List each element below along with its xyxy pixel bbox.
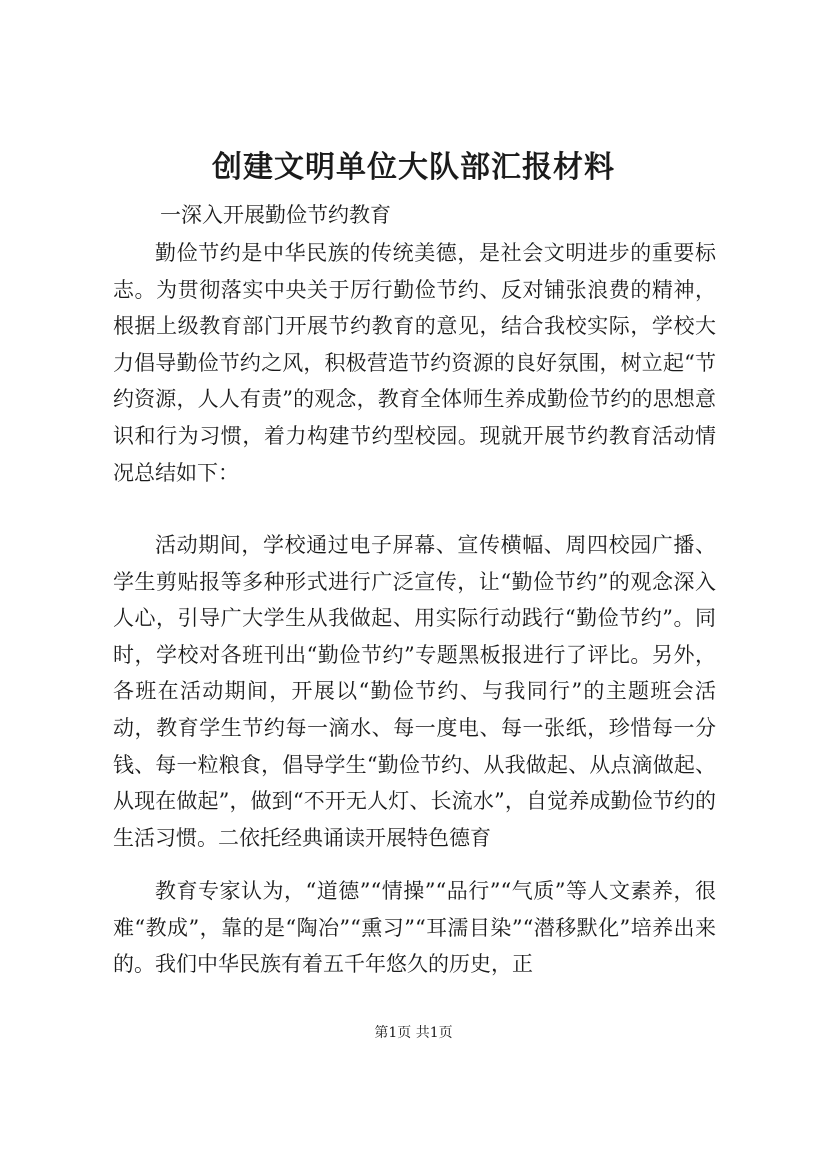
paragraph-1: 勤俭节约是中华民族的传统美德，是社会文明进步的重要标志。为贯彻落实中央关于厉行勤俭节约、反对铺张浪费的精神，根据上级教育部门开展节约教育的意见，结合我校实际，学校大力倡导勤俭节约之风，积极营造节约资源的良好氛围，树立起“节约资源，人人有责”的观念，教育全体师生养成勤俭节约的思想意识和行为习惯，着力构建节约型校园。现就开展节约教育活动情况总结如下： xyxy=(113,241,716,485)
paragraph-3: 教育专家认为，“道德”“情操”“品行”“气质”等人文素养，很难“教成”，靠的是“陶冶”“熏习”“耳濡目染”“潜移默化”培养出来的。我们中华民族有着五千年悠久的历史，正 xyxy=(113,879,716,977)
document-title: 创建文明单位大队部汇报材料 xyxy=(212,150,615,185)
section-heading: 一深入开展勤俭节约教育 xyxy=(160,203,391,227)
paragraph-2: 活动期间，学校通过电子屏幕、宣传横幅、周四校园广播、学生剪贴报等多种形式进行广泛宣传，让“勤俭节约”的观念深入人心，引导广大学生从我做起、用实际行动践行“勤俭节约”。同时，学校对各班刊出“勤俭节约”专题黑板报进行了评比。另外，各班在活动期间，开展以“勤俭节约、与我同行”的主题班会活动，教育学生节约每一滴水、每一度电、每一张纸，珍惜每一分钱、每一粒粮食，倡导学生“勤俭节约、从我做起、从点滴做起、从现在做起”，做到“不开无人灯、长流水”，自觉养成勤俭节约的生活习惯。二依托经典诵读开展特色德育 xyxy=(113,533,716,850)
page-footer: 第1页 共1页 xyxy=(374,1025,453,1041)
